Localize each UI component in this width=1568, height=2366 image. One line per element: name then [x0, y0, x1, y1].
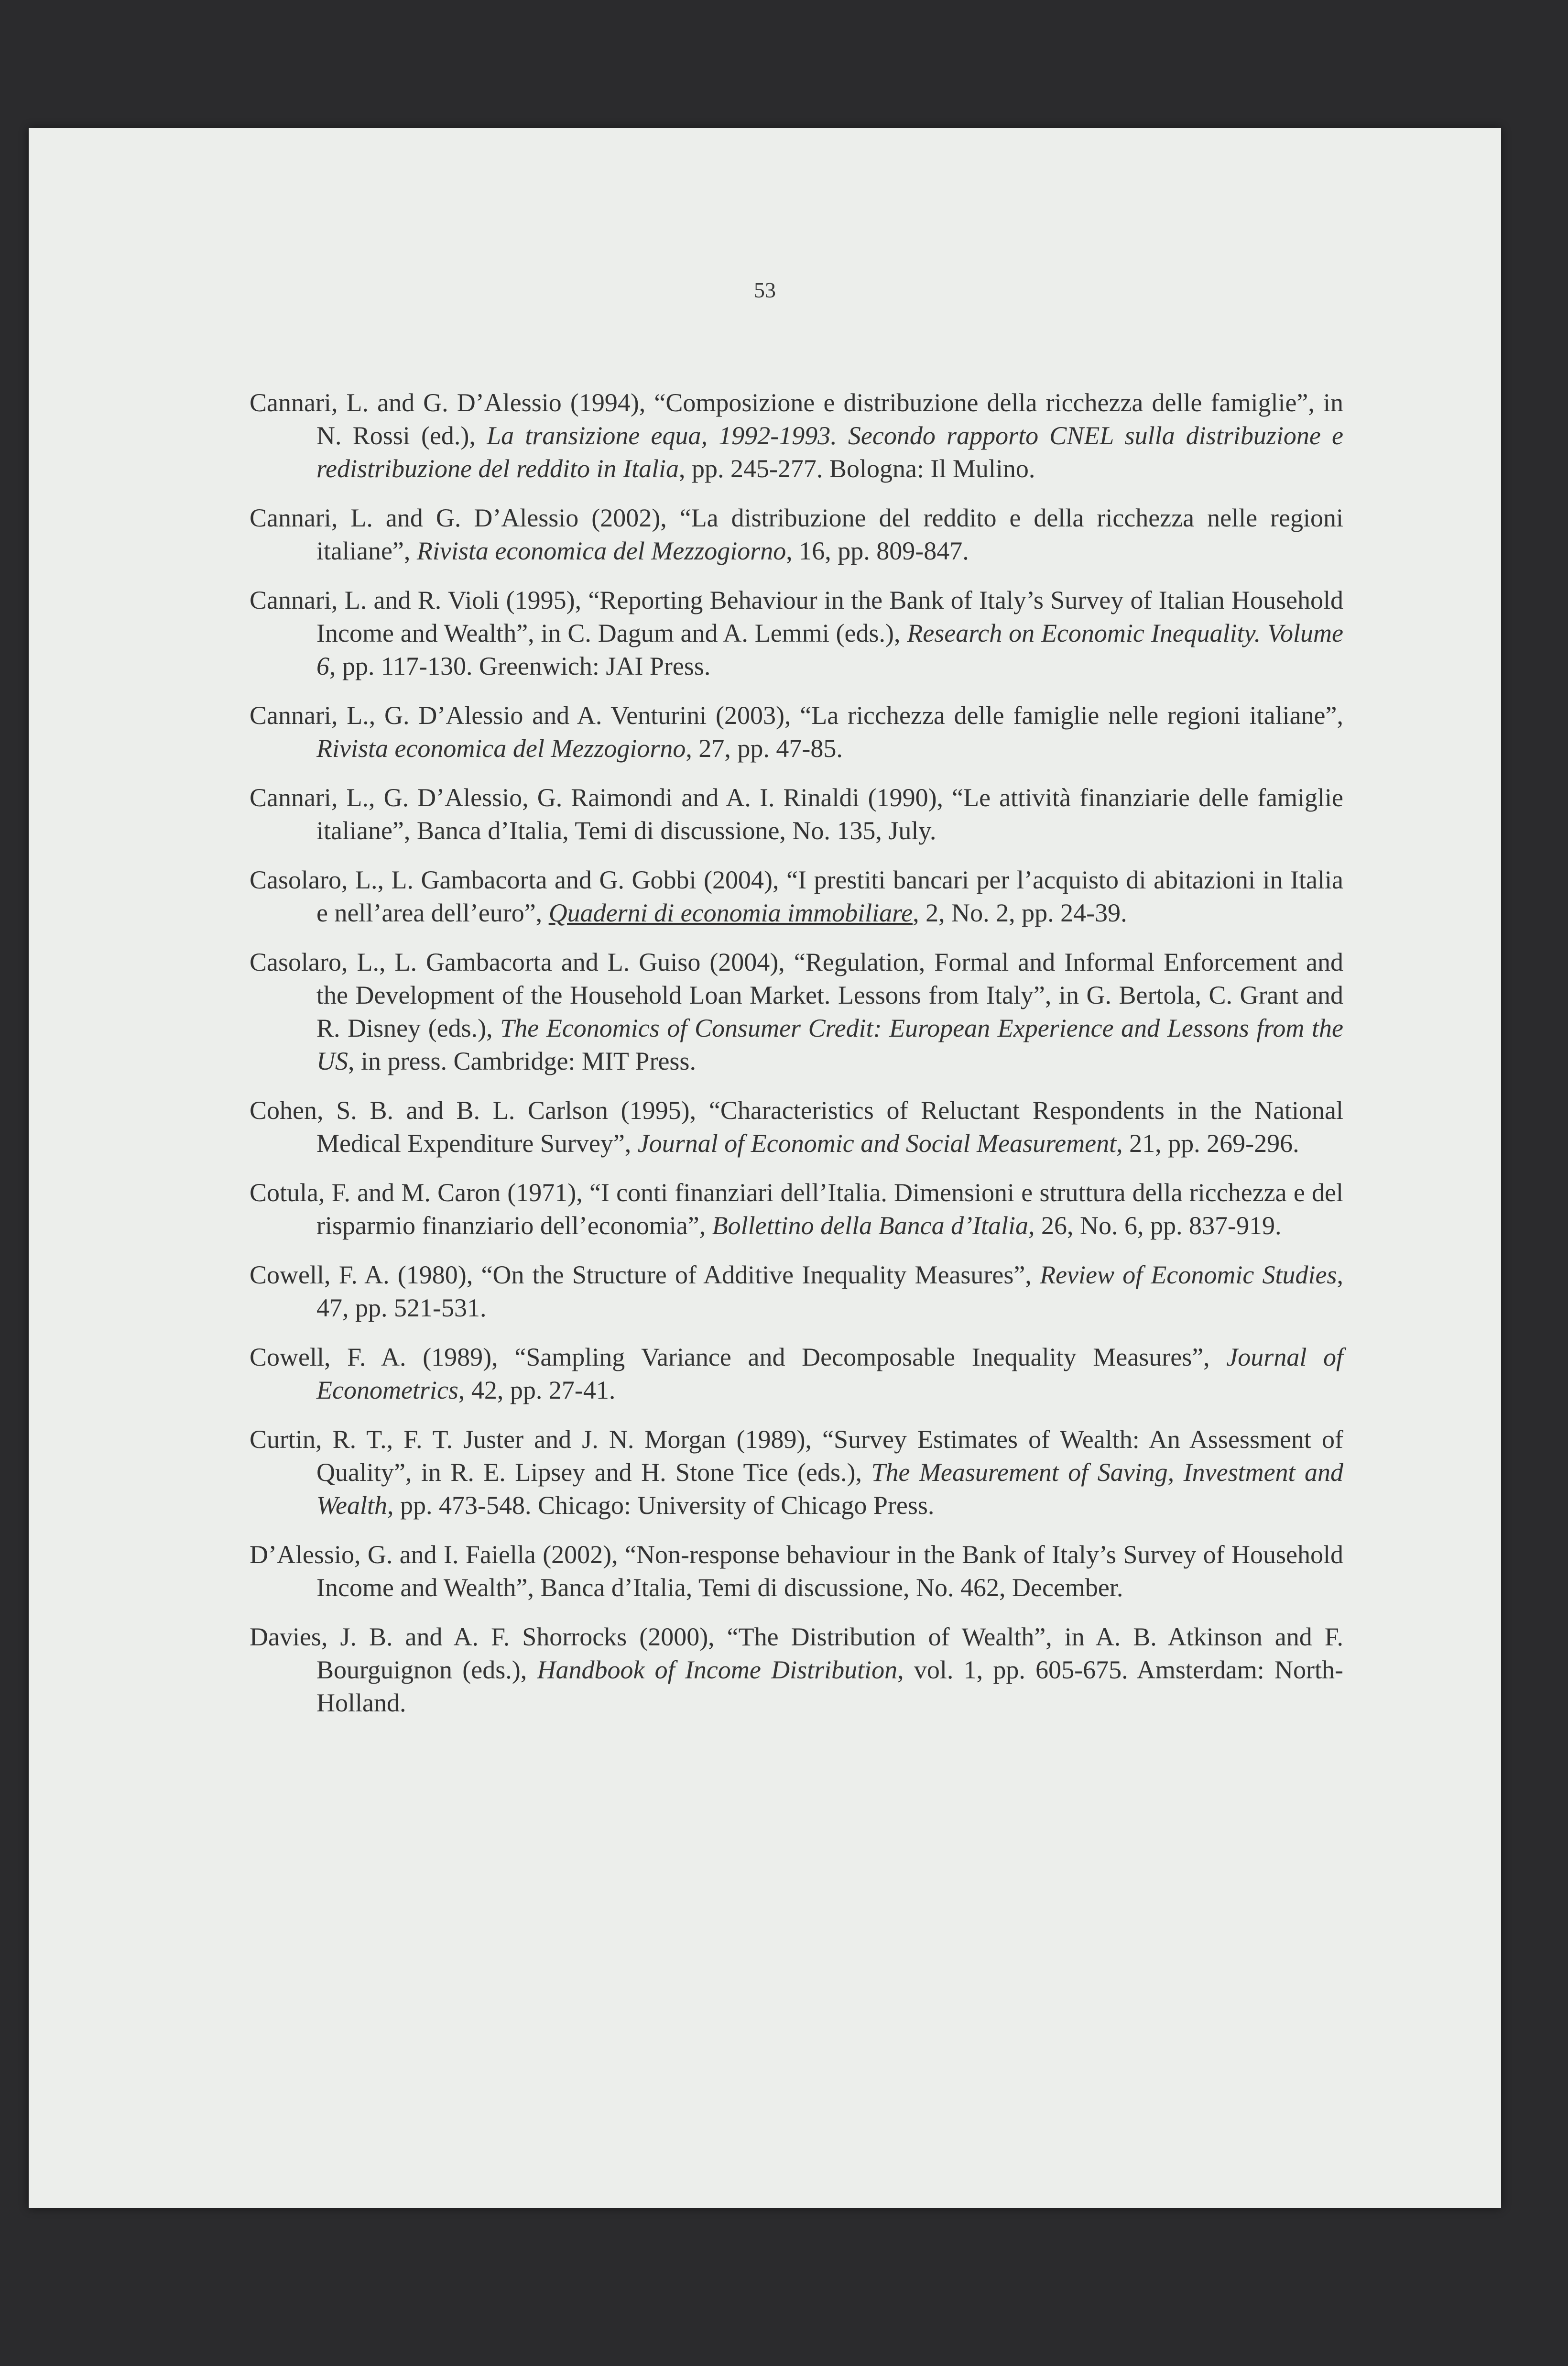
reference-details: , in press. Cambridge: MIT Press.	[348, 1047, 696, 1075]
reference-title: La transizione equa, 1992-1993. Secondo rapporto CNEL sulla distribuzione e redistribuzione del reddito in Italia	[316, 421, 1343, 483]
reference-title: Rivista economica del Mezzogiorno	[316, 734, 686, 763]
reference-details: , 47, pp. 521-531.	[316, 1260, 1344, 1322]
reference-details: , 42, pp. 27-41.	[458, 1376, 616, 1404]
reference-text: Cohen, S. B. and B. L. Carlson (1995), “Characteristics of Reluctant Respondents in the National Medical Expenditure Survey”,	[250, 1096, 1343, 1158]
reference-title: Bollettino della Banca d’Italia	[712, 1211, 1029, 1240]
reference-details: , pp. 473-548. Chicago: University of Chicago Press.	[387, 1491, 935, 1520]
reference-entry	[250, 781, 1343, 847]
reference-text: D’Alessio, G. and I. Faiella (2002), “Non-response behaviour in the Bank of Italy’s Survey of Household Income and Wealth”, Banca d’Italia, Temi di discussione, No. 462, December.	[250, 1540, 1343, 1602]
reference-title: The Measurement of Saving, Investment and Wealth	[316, 1458, 1343, 1520]
reference-text: Davies, J. B. and A. F. Shorrocks (2000), “The Distribution of Wealth”, in A. B. Atkinson and F. Bourguignon (eds.),	[250, 1622, 1343, 1684]
document-page	[29, 128, 1501, 2208]
reference-title: Quaderni di economia immobiliare	[548, 898, 913, 927]
reference-text: Cannari, L. and G. D’Alessio (2002), “La distribuzione del reddito e della ricchezza nelle regioni italiane”,	[250, 504, 1343, 565]
reference-text: Cannari, L., G. D’Alessio, G. Raimondi and A. I. Rinaldi (1990), “Le attività finanziarie delle famiglie italiane”, Banca d’Italia, Temi di discussione, No. 135, July.	[250, 783, 1343, 845]
reference-entry	[250, 1176, 1343, 1242]
reference-title: Journal of Economic and Social Measurement	[637, 1129, 1117, 1158]
reference-title: Review of Economic Studies	[1040, 1260, 1337, 1289]
reference-details: , 27, pp. 47-85.	[686, 734, 843, 763]
reference-entry	[250, 1423, 1343, 1522]
reference-title: The Economics of Consumer Credit: European Experience and Lessons from the US	[316, 1014, 1344, 1075]
reference-text: Cannari, L., G. D’Alessio and A. Venturini (2003), “La ricchezza delle famiglie nelle regioni italiane”,	[250, 701, 1343, 730]
reference-text: Curtin, R. T., F. T. Juster and J. N. Morgan (1989), “Survey Estimates of Wealth: An Assessment of Quality”, in R. E. Lipsey and H. Stone Tice (eds.),	[250, 1425, 1343, 1487]
reference-entry	[250, 502, 1343, 568]
reference-details: , vol. 1, pp. 605-675. Amsterdam: North-Holland.	[316, 1655, 1343, 1717]
reference-text: Casolaro, L., L. Gambacorta and L. Guiso (2004), “Regulation, Formal and Informal Enforcement and the Development of the Household Loan Market. Lessons from Italy”, in G. Bertola, C. Grant and R. Disney (eds.),	[250, 948, 1343, 1042]
reference-text: Cowell, F. A. (1980), “On the Structure of Additive Inequality Measures”,	[250, 1260, 1040, 1289]
reference-title: Research on Economic Inequality. Volume 6	[316, 619, 1343, 680]
reference-entry	[250, 1341, 1343, 1407]
reference-entry	[250, 1621, 1343, 1720]
reference-title: Handbook of Income Distribution	[537, 1655, 898, 1684]
reference-title: Rivista economica del Mezzogiorno	[416, 537, 786, 565]
reference-details: , 2, No. 2, pp. 24-39.	[913, 898, 1127, 927]
reference-list	[250, 386, 1343, 1736]
reference-text: Casolaro, L., L. Gambacorta and G. Gobbi (2004), “I prestiti bancari per l’acquisto di abitazioni in Italia e nell’area dell’euro”,	[250, 865, 1343, 927]
page-number: 53	[754, 278, 776, 302]
reference-title: Journal of Econometrics	[316, 1343, 1343, 1404]
reference-text: Cannari, L. and G. D’Alessio (1994), “Composizione e distribuzione della ricchezza delle famiglie”, in N. Rossi (ed.),	[250, 388, 1343, 450]
reference-text: Cowell, F. A. (1989), “Sampling Variance and Decomposable Inequality Measures”,	[250, 1343, 1227, 1371]
reference-details: , pp. 245-277. Bologna: Il Mulino.	[678, 454, 1035, 483]
reference-text: Cotula, F. and M. Caron (1971), “I conti finanziari dell’Italia. Dimensioni e struttura della ricchezza e del risparmio finanziario dell’economia”,	[250, 1178, 1343, 1240]
reference-entry	[250, 584, 1343, 683]
reference-details: , 26, No. 6, pp. 837-919.	[1028, 1211, 1282, 1240]
reference-details: , pp. 117-130. Greenwich: JAI Press.	[329, 652, 711, 680]
reference-entry	[250, 1538, 1343, 1604]
reference-entry	[250, 699, 1343, 765]
reference-text: Cannari, L. and R. Violi (1995), “Reporting Behaviour in the Bank of Italy’s Survey of Italian Household Income and Wealth”, in C. Dagum and A. Lemmi (eds.),	[250, 586, 1343, 647]
reference-entry	[250, 946, 1343, 1078]
reference-entry	[250, 1259, 1343, 1325]
reference-details: , 16, pp. 809-847.	[786, 537, 969, 565]
reference-entry	[250, 386, 1343, 485]
reference-entry	[250, 1094, 1343, 1160]
reference-entry	[250, 864, 1343, 930]
reference-details: , 21, pp. 269-296.	[1116, 1129, 1299, 1158]
